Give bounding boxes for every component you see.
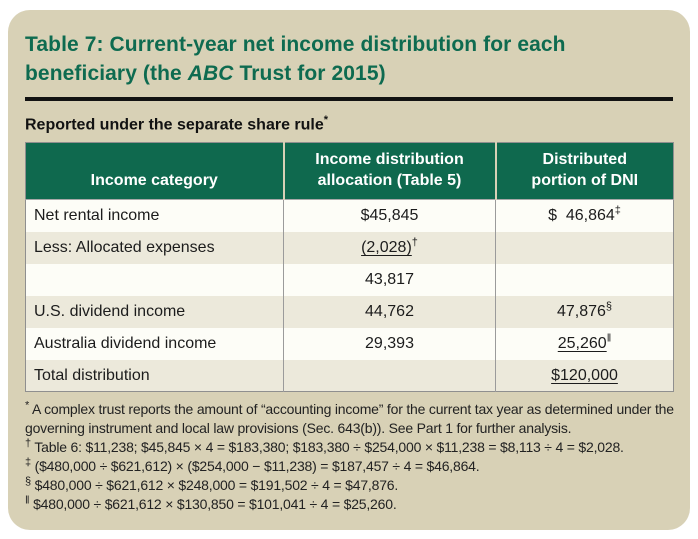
dni-footnote-marker: ‖ (606, 332, 612, 345)
dni-value: $ 46,864 (548, 207, 615, 225)
cell-dni (496, 296, 674, 328)
table-row-us-dividend-income (26, 296, 674, 328)
footnotes-block (25, 400, 677, 514)
table-row-net-rental-income (26, 200, 674, 232)
allocation-value: 44,762 (365, 302, 414, 320)
footnote-marker: * (25, 399, 30, 412)
footnote-text: $480,000 ÷ $621,612 × $130,850 = $101,041 ÷ 4 = $25,260. (33, 496, 397, 513)
footnote-text: Table 6: $11,238; $45,845 × 4 = $183,380; $183,380 ÷ $254,000 × $11,238 = $8,113 ÷ 4 = $2,028. (34, 439, 624, 456)
dni-value: 25,260 (557, 334, 607, 352)
footnote-asterisk (25, 400, 677, 438)
subtitle-footnote-marker: * (323, 114, 329, 126)
table-title-prefix: Table 7: Current-year net income distribution for each beneficiary (the (25, 33, 566, 85)
footnote-text: A complex trust reports the amount of “accounting income” for the current tax year as determined under the governing instrument and local law provisions (Sec. 643(b)). See Part 1 for further analysis. (25, 401, 674, 437)
footnote-double-dagger (25, 457, 677, 476)
footnote-dagger (25, 438, 677, 457)
cell-dni (496, 232, 674, 264)
allocation-value: 43,817 (365, 270, 414, 288)
footnote-parallel (25, 495, 677, 514)
table-title-suffix: Trust for 2015) (233, 62, 386, 85)
cell-allocation (284, 328, 496, 360)
cell-allocation (284, 360, 496, 392)
footnote-text: ($480,000 ÷ $621,612) × ($254,000 − $11,238) = $187,457 ÷ 4 = $46,864. (34, 458, 480, 475)
cell-category: Total distribution (34, 366, 150, 384)
footnote-marker: ‡ (25, 456, 31, 469)
footnote-section (25, 476, 677, 495)
allocation-value: (2,028) (361, 238, 412, 256)
allocation-value: $45,845 (360, 207, 419, 225)
footnote-marker: † (25, 437, 31, 450)
cell-dni (496, 264, 674, 296)
dni-footnote-marker: § (605, 300, 613, 313)
table-title (25, 30, 673, 88)
cell-category: Net rental income (34, 207, 160, 225)
header-income-category: Income category (26, 143, 284, 200)
footnote-marker: ‖ (25, 494, 30, 507)
header-distributed-portion-dni: Distributed portion of DNI (496, 143, 674, 200)
table-7-card (8, 10, 690, 530)
cell-allocation (284, 200, 496, 232)
cell-category: Less: Allocated expenses (34, 238, 215, 256)
footnote-text: $480,000 ÷ $621,612 × $248,000 = $191,502 ÷ 4 = $47,876. (34, 477, 399, 494)
table-row-less-allocated-expenses (26, 232, 674, 264)
allocation-footnote-marker: † (411, 236, 418, 249)
footnote-marker: § (25, 475, 31, 488)
cell-category: U.S. dividend income (34, 302, 186, 320)
table-row-total-distribution (26, 360, 674, 392)
cell-category (26, 264, 284, 296)
cell-allocation (284, 232, 496, 264)
header-income-distribution-allocation: Income distribution allocation (Table 5) (284, 143, 496, 200)
cell-category: Australia dividend income (34, 334, 217, 352)
dni-value: 47,876 (556, 302, 606, 320)
table-row-net-rental-subtotal (26, 264, 674, 296)
dni-footnote-marker: ‡ (614, 204, 621, 217)
cell-dni (496, 200, 674, 232)
cell-dni (496, 328, 674, 360)
subtitle-text: Reported under the separate share rule (25, 116, 324, 134)
table-subtitle (25, 110, 673, 135)
table-row-australia-dividend-income (26, 328, 674, 360)
title-divider-rule (25, 97, 673, 101)
income-distribution-table (25, 142, 674, 392)
dni-value: $120,000 (551, 366, 618, 384)
table-header-row (26, 143, 674, 200)
table-title-trust-name: ABC (187, 62, 234, 85)
cell-allocation (284, 296, 496, 328)
allocation-value: 29,393 (365, 334, 414, 352)
cell-dni (496, 360, 674, 392)
cell-allocation (284, 264, 496, 296)
